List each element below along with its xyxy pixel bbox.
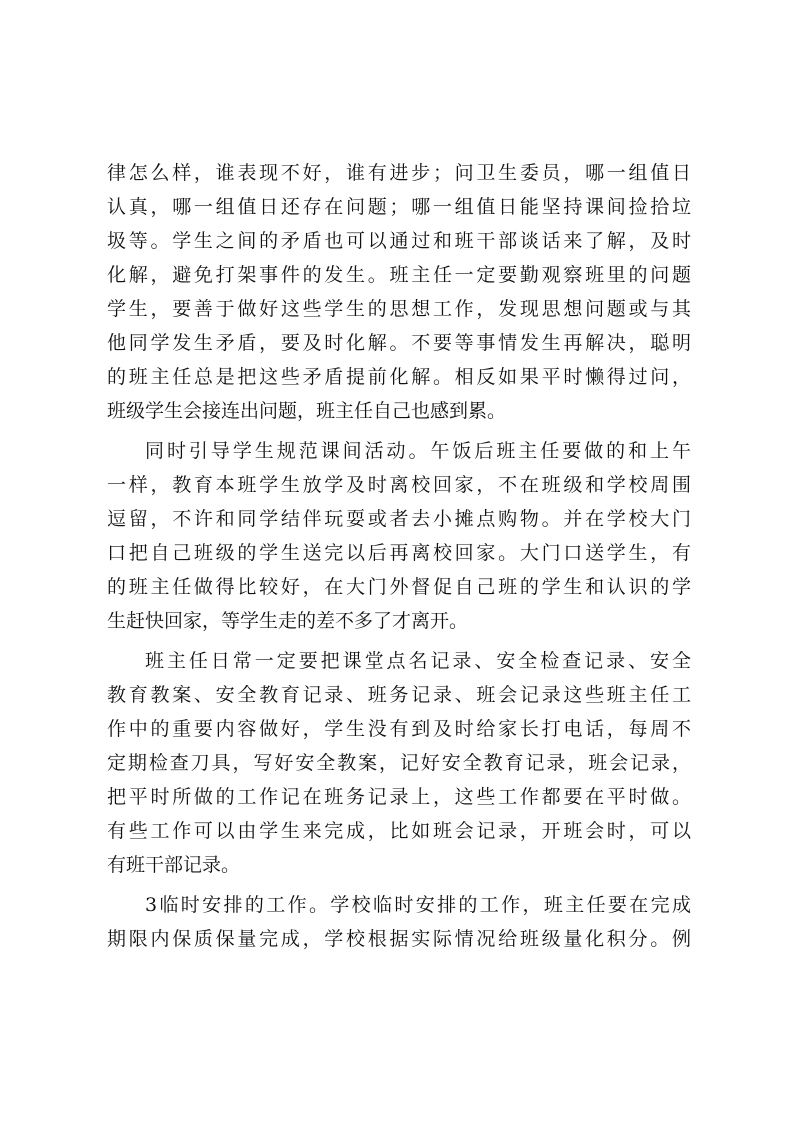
text-line: 认真，哪一组值日还存在问题；哪一组值日能坚持课间捡拾垃 — [107, 196, 691, 218]
text-line: 圾等。学生之间的矛盾也可以通过和班干部谈话来了解，及时 — [107, 230, 691, 252]
text-line: 作中的重要内容做好，学生没有到及时给家长打电话，每周不 — [107, 718, 691, 740]
paragraph-4 — [107, 888, 691, 956]
text-line: 律怎么样，谁表现不好，谁有进步；问卫生委员，哪一组值日 — [107, 162, 691, 184]
text-line: 3临时安排的工作。学校临时安排的工作，班主任要在完成 — [145, 894, 691, 916]
text-line: 班级学生会接连出问题，班主任自己也感到累。 — [107, 400, 507, 422]
text-line: 定期检查刀具，写好安全教案，记好安全教育记录，班会记录， — [107, 752, 691, 774]
text-line: 有班干部记录。 — [107, 854, 241, 876]
text-line: 一样，教育本班学生放学及时离校回家，不在班级和学校周围 — [107, 474, 691, 496]
text-line: 学生，要善于做好这些学生的思想工作，发现思想问题或与其 — [107, 298, 691, 320]
text-line: 口把自己班级的学生送完以后再离校回家。大门口送学生，有 — [107, 542, 691, 564]
text-line: 的班主任总是把这些矛盾提前化解。相反如果平时懒得过问， — [107, 366, 691, 388]
text-line: 班主任日常一定要把课堂点名记录、安全检查记录、安全 — [145, 650, 691, 672]
document-body — [107, 156, 691, 962]
text-line: 把平时所做的工作记在班务记录上，这些工作都要在平时做。 — [107, 786, 691, 808]
paragraph-3 — [107, 644, 691, 882]
text-line: 逗留，不许和同学结伴玩耍或者去小摊点购物。并在学校大门 — [107, 508, 691, 530]
text-line: 有些工作可以由学生来完成，比如班会记录，开班会时，可以 — [107, 820, 691, 842]
text-line: 同时引导学生规范课间活动。午饭后班主任要做的和上午 — [145, 440, 691, 462]
text-line: 的班主任做得比较好，在大门外督促自己班的学生和认识的学 — [107, 576, 691, 598]
text-line: 他同学发生矛盾，要及时化解。不要等事情发生再解决，聪明 — [107, 332, 691, 354]
text-line: 教育教案、安全教育记录、班务记录、班会记录这些班主任工 — [107, 684, 691, 706]
paragraph-2 — [107, 434, 691, 638]
text-line: 化解，避免打架事件的发生。班主任一定要勤观察班里的问题 — [107, 264, 691, 286]
text-line: 生赶快回家，等学生走的差不多了才离开。 — [107, 610, 469, 632]
paragraph-1 — [107, 156, 691, 428]
text-line: 期限内保质保量完成，学校根据实际情况给班级量化积分。例 — [107, 928, 691, 950]
